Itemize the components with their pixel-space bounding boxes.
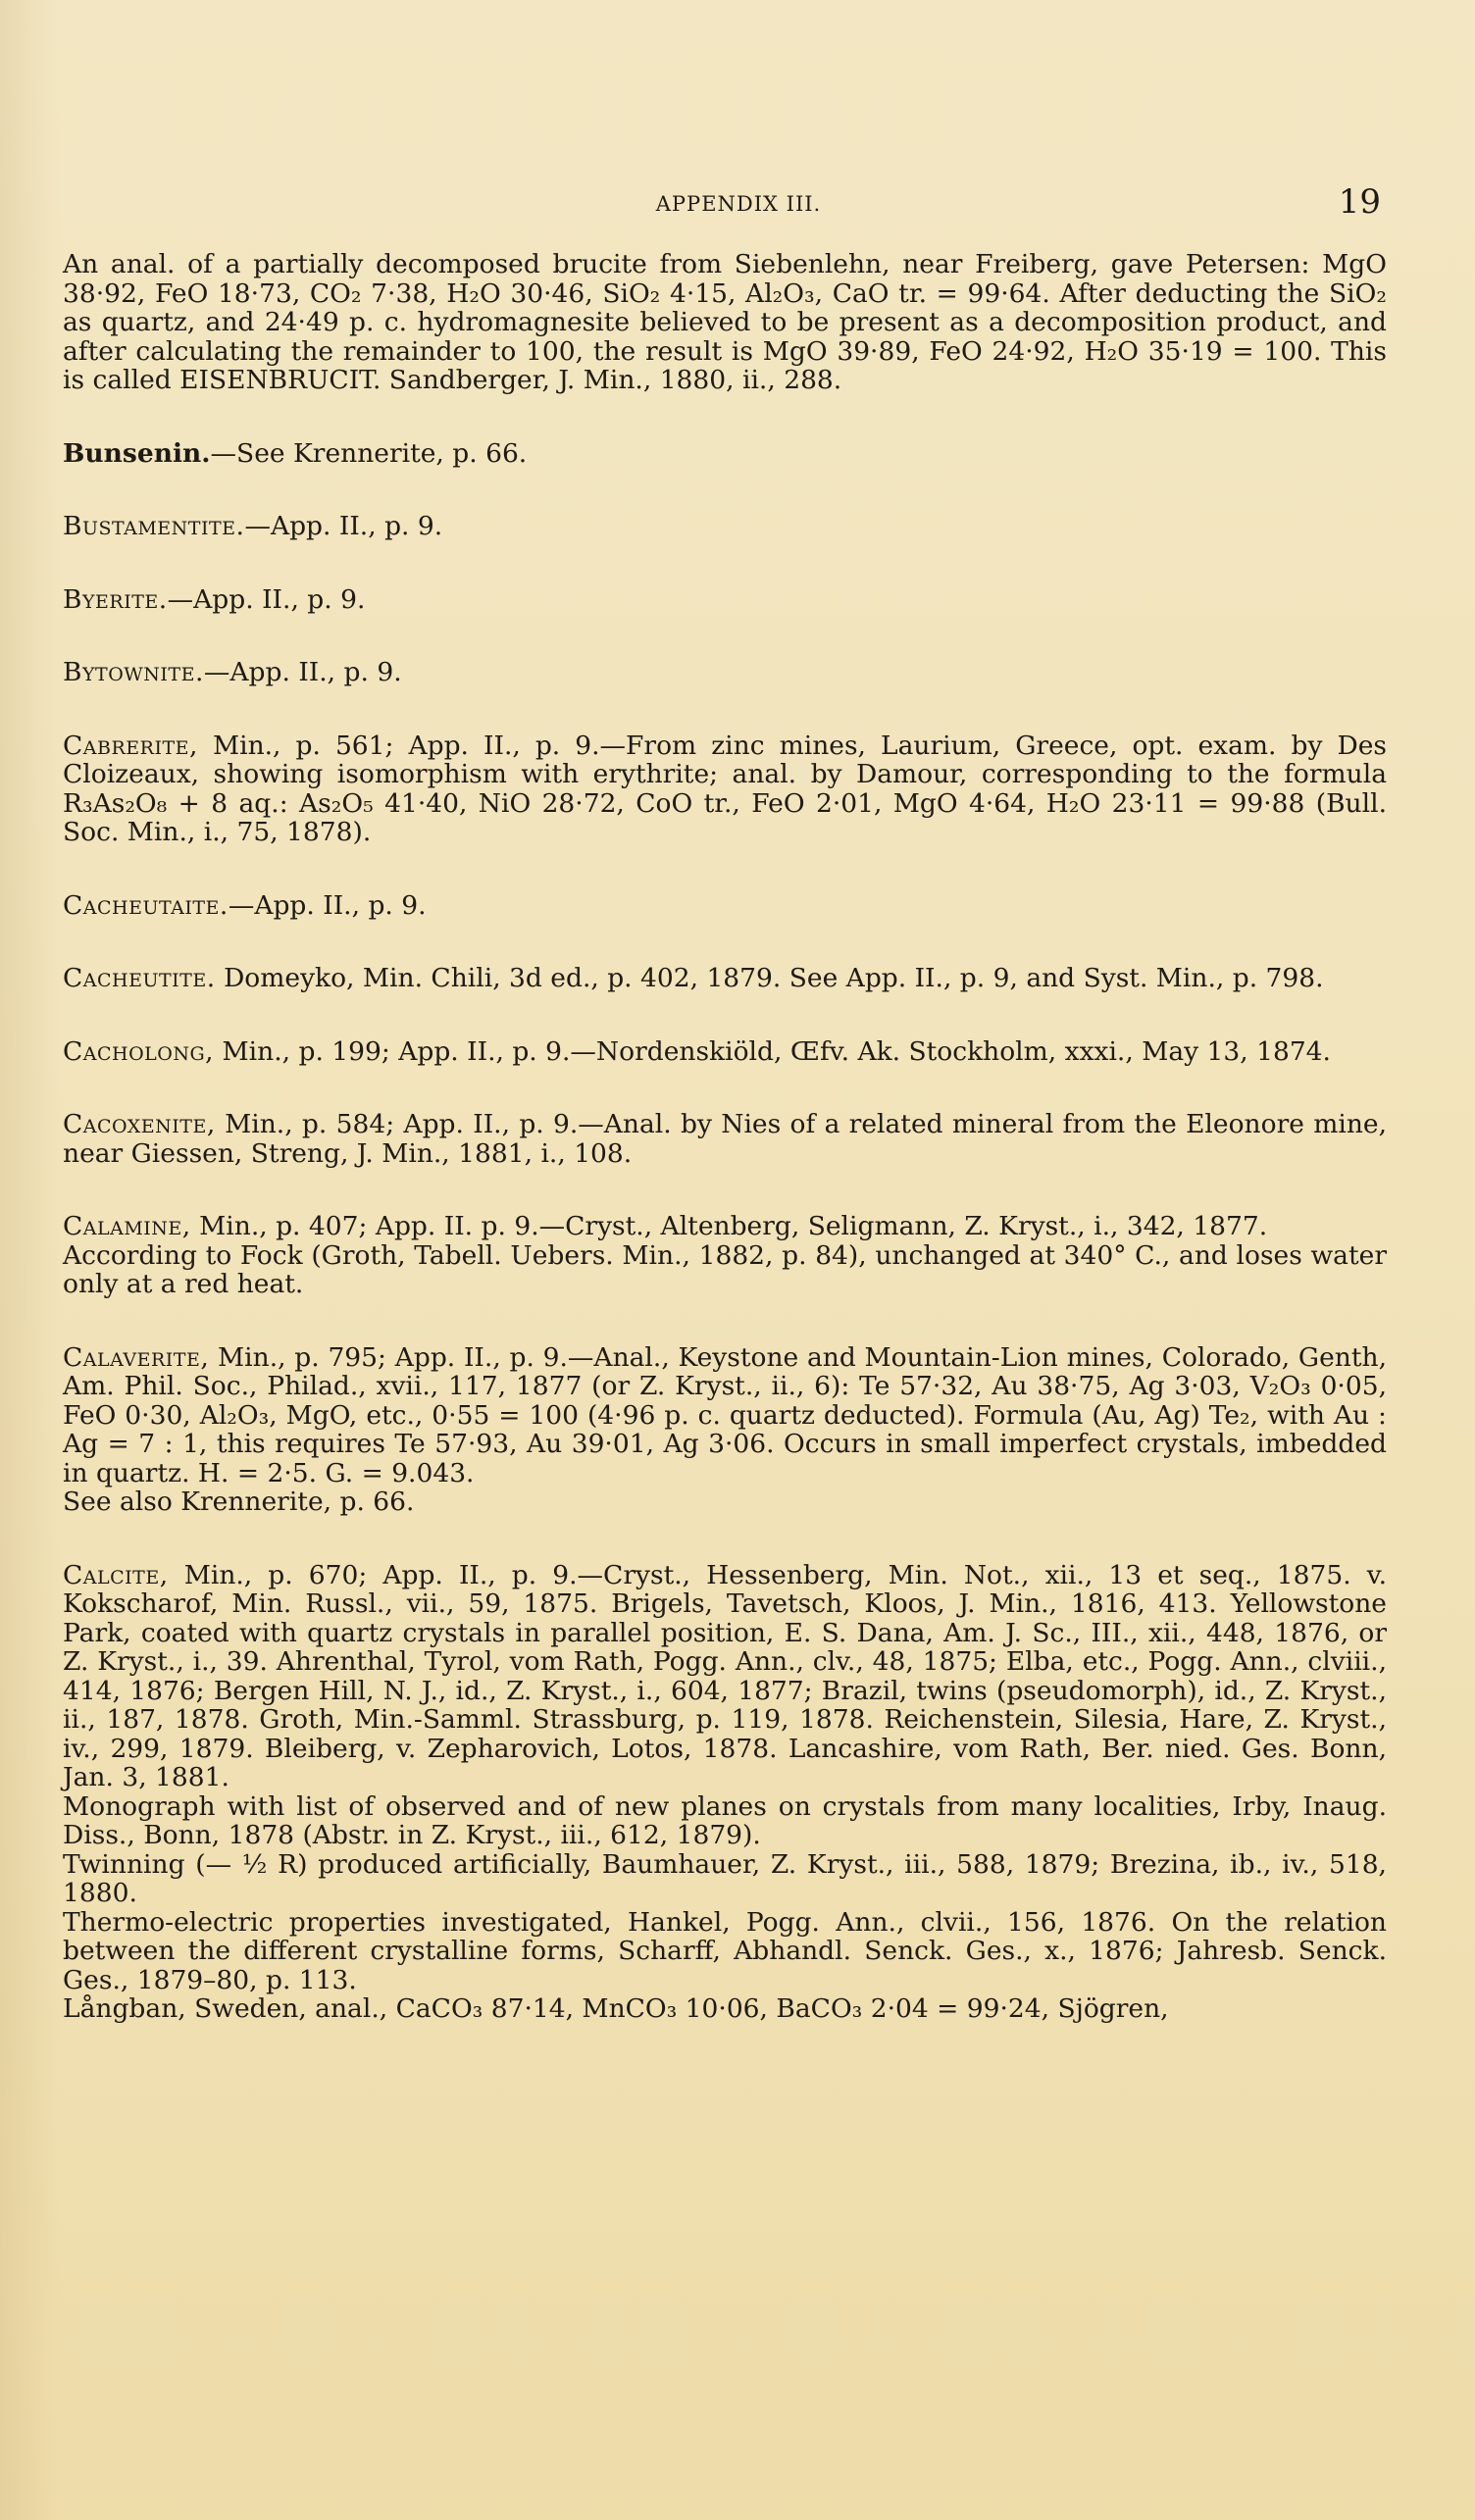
entry-paragraph bbox=[63, 1343, 1387, 1488]
entry-byerite bbox=[63, 585, 1387, 615]
entry-text: —App. II., p. 9. bbox=[203, 657, 402, 687]
entry-paragraph bbox=[63, 439, 1387, 469]
entry-headword: Cacheutaite. bbox=[63, 889, 229, 921]
entry-paragraph bbox=[63, 512, 1387, 541]
entry-paragraph bbox=[63, 891, 1387, 921]
entry-continuation: Monograph with list of observed and of new planes on crystals from many localities, Irby, Inaug. Diss., Bonn, 1878 (Abstr. in Z. Kryst., iii., 612, 1879). bbox=[63, 1790, 1387, 1850]
entry-continuation: See also Krennerite, p. 66. bbox=[63, 1487, 415, 1517]
entry-headword: Byerite. bbox=[63, 583, 168, 615]
entry-cacheutaite bbox=[63, 891, 1387, 921]
page-header bbox=[96, 182, 1381, 227]
entry-text: —See Krennerite, p. 66. bbox=[210, 437, 528, 469]
entry-continuation: Långban, Sweden, anal., CaCO₃ 87·14, MnCO₃ 10·06, BaCO₃ 2·04 = 99·24, Sjögren, bbox=[63, 1993, 1169, 2024]
entry-text: —App. II., p. 9. bbox=[167, 583, 366, 615]
entry-continuation: According to Fock (Groth, Tabell. Uebers. Min., 1882, p. 84), unchanged at 340° C., and loses water only at a red heat. bbox=[63, 1239, 1387, 1299]
entry-text: An anal. of a partially decomposed brucite from Siebenlehn, near Freiberg, gave Petersen: MgO 38·92, FeO 18·73, CO₂ 7·38, H₂O 30·46, SiO₂ 4·15, Al₂O₃, CaO tr. = 99·64. After deducting the SiO₂ as quartz, and 24·49 p. c. hydromagnesite believed to be present as a decomposition product, and after calculating the remainder to 100, the result is MgO 39·89, FeO 24·92, H₂O 35·19 = 100. This is called EISENBRUCIT. Sandberger, J. Min., 1880, ii., 288. bbox=[63, 249, 1387, 395]
entry-bustamentite bbox=[63, 512, 1387, 541]
entry-continuation: Twinning (— ½ R) produced artificially, Baumhauer, Z. Kryst., iii., 588, 1879; Brezina, ib., iv., 518, 1880. bbox=[63, 1848, 1387, 1908]
entry-continuation: Thermo-electric properties investigated, Hankel, Pogg. Ann., clvii., 156, 1876. On the relation between the different crystalline forms, Scharff, Abhandl. Senck. Ges., x., 1876; Jahresb. Senck. Ges., 1879–80, p. 113. bbox=[63, 1906, 1387, 1995]
page-edge-shadow bbox=[0, 0, 59, 2520]
entry-headword: Cabrerite, bbox=[63, 730, 198, 761]
entry-headword: Bustamentite. bbox=[63, 511, 245, 541]
running-title: APPENDIX III. bbox=[655, 192, 822, 216]
entry-cacoxenite bbox=[63, 1110, 1387, 1168]
entry-headword: Cacholong, bbox=[63, 1035, 215, 1067]
entry-paragraph bbox=[63, 1212, 1387, 1241]
entry-text: Min., p. 561; App. II., p. 9.—From zinc mines, Laurium, Greece, opt. exam. by Des Cloizeaux, showing isomorphism with erythrite; anal. by Damour, corresponding to the formula R₃As₂O₈ + 8 aq.: As₂O₅ 41·40, NiO 28·72, CoO tr., FeO 2·01, MgO 4·64, H₂O 23·11 = 99·88 (Bull. Soc. Min., i., 75, 1878). bbox=[63, 730, 1387, 847]
entry-cacheutite bbox=[63, 964, 1387, 993]
entry-text: Min., p. 407; App. II. p. 9.—Cryst., Altenberg, Seligmann, Z. Kryst., i., 342, 1877. bbox=[190, 1211, 1268, 1241]
entry-text: Min., p. 199; App. II., p. 9.—Nordenskiöld, Œfv. Ak. Stockholm, xxxi., May 13, 1874. bbox=[214, 1035, 1331, 1067]
entry-cabrerite bbox=[63, 731, 1387, 847]
entry-text: —App. II., p. 9. bbox=[228, 889, 427, 921]
entry-headword: Calaverite, bbox=[63, 1341, 210, 1373]
entry-headword: Bytownite. bbox=[63, 657, 204, 687]
entry-calaverite bbox=[63, 1343, 1387, 1517]
entry-paragraph bbox=[63, 585, 1387, 615]
entry-text: Min., p. 795; App. II., p. 9.—Anal., Keystone and Mountain-Lion mines, Colorado, Genth, Am. Phil. Soc., Philad., xvii., 117, 1877 (or Z. Kryst., ii., 6): Te 57·32, Au 38·75, Ag 3·03, V₂O₃ 0·05, FeO 0·30, Al₂O₃, MgO, etc., 0·55 = 100 (4·96 p. c. quartz deducted). Formula (Au, Ag) Te₂, with Au : Ag = 7 : 1, this requires Te 57·93, Au 39·01, Ag 3·06. Occurs in small imperfect crystals, imbedded in quartz. H. = 2·5. G. = 9.043. bbox=[63, 1341, 1387, 1488]
entry-paragraph bbox=[63, 1110, 1387, 1168]
entry-headword: Cacheutite. bbox=[63, 963, 216, 993]
entry-headword: Cacoxenite, bbox=[63, 1109, 216, 1139]
entry-paragraph bbox=[63, 1561, 1387, 1792]
entry-paragraph bbox=[63, 964, 1387, 993]
entry-paragraph bbox=[63, 731, 1387, 847]
entry-headword: Calamine, bbox=[63, 1211, 191, 1241]
entry-calamine bbox=[63, 1212, 1387, 1299]
entry-cacholong bbox=[63, 1037, 1387, 1067]
entry-text: —App. II., p. 9. bbox=[244, 511, 443, 541]
entry-calcite bbox=[63, 1561, 1387, 2024]
entry-bunsenin bbox=[63, 439, 1387, 469]
entry-text: Min., p. 584; App. II., p. 9.—Anal. by Nies of a related mineral from the Eleonore mine, near Giessen, Streng, J. Min., 1881, i., 108. bbox=[63, 1109, 1387, 1169]
entry-headword: Bunsenin. bbox=[63, 437, 211, 469]
entry-bytownite bbox=[63, 658, 1387, 687]
page-body bbox=[63, 250, 1387, 2068]
entry-paragraph bbox=[63, 658, 1387, 687]
entry-brucite bbox=[63, 250, 1387, 395]
entry-headword: Calcite, bbox=[63, 1559, 169, 1590]
page-number: 19 bbox=[1338, 182, 1381, 222]
entry-text: Domeyko, Min. Chili, 3d ed., p. 402, 1879. See App. II., p. 9, and Syst. Min., p. 798. bbox=[215, 963, 1324, 993]
entry-paragraph bbox=[63, 1037, 1387, 1067]
entry-text: Min., p. 670; App. II., p. 9.—Cryst., Hessenberg, Min. Not., xii., 13 et seq., 1875. v. Kokscharof, Min. Russl., vii., 59, 1875. Brigels, Tavetsch, Kloos, J. Min., 1816, 413. Yellowstone Park, coated with quartz crystals in parallel position, E. S. Dana, Am. J. Sc., III., xii., 448, 1876, or Z. Kryst., i., 39. Ahrenthal, Tyrol, vom Rath, Pogg. Ann., clv., 48, 1875; Elba, etc., Pogg. Ann., clviii., 414, 1876; Bergen Hill, N. J., id., Z. Kryst., i., 604, 1877; Brazil, twins (pseudomorph), id., Z. Kryst., ii., 187, 1878. Groth, Min.-Samml. Strassburg, p. 119, 1878. Reichenstein, Silesia, Hare, Z. Kryst., iv., 299, 1879. Bleiberg, v. Zepharovich, Lotos, 1878. Lancashire, vom Rath, Ber. nied. Ges. Bonn, Jan. 3, 1881. bbox=[63, 1559, 1387, 1792]
